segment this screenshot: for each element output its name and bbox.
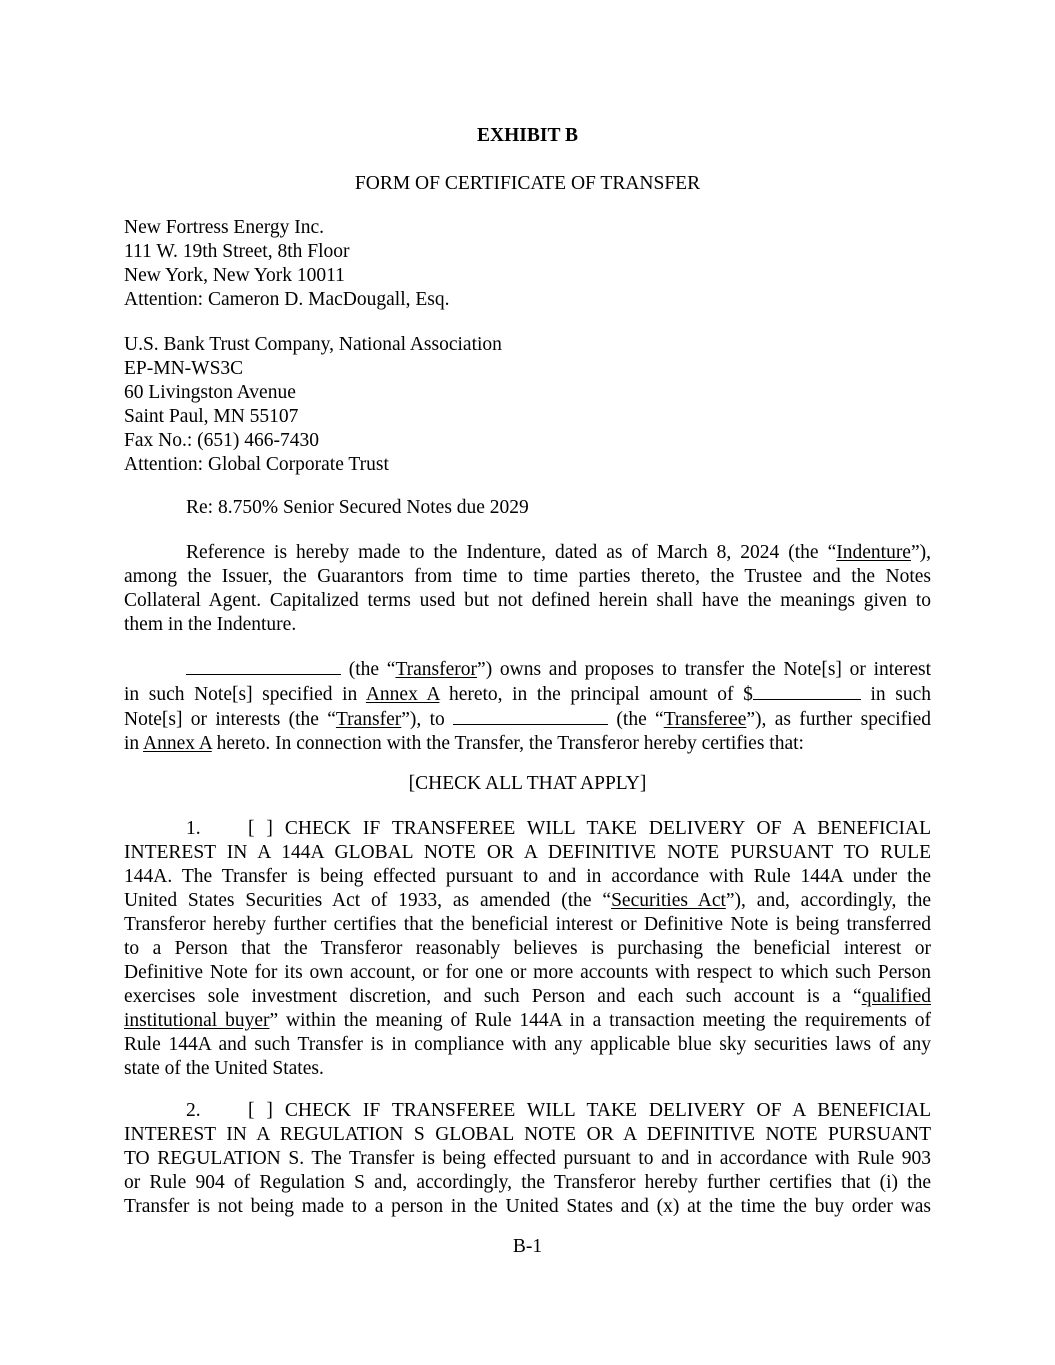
item-1-checkbox-text[interactable]: [ ] CHECK IF TRANSFEREE WILL TAKE DELIVERY OF A BENEFICIAL (248, 818, 931, 839)
defined-term-transfer: Transfer (335, 709, 402, 730)
paragraph-line: INTEREST IN A REGULATION S GLOBAL NOTE OR A DEFINITIVE NOTE PURSUANT (124, 1124, 931, 1145)
item-2-checkbox-text[interactable]: [ ] CHECK IF TRANSFEREE WILL TAKE DELIVERY OF A BENEFICIAL (248, 1100, 931, 1121)
defined-term-indenture: Indenture (836, 542, 911, 563)
trustee-address-line: Fax No.: (651) 466-7430 (124, 430, 319, 451)
paragraph-line: them in the Indenture. (124, 614, 297, 635)
paragraph-line: to a Person that the Transferor reasonably believes is purchasing the beneficial interest or (124, 938, 931, 959)
reference-paragraph (124, 541, 931, 637)
paragraph-line: state of the United States. (124, 1058, 324, 1079)
form-subtitle: FORM OF CERTIFICATE OF TRANSFER (354, 173, 701, 194)
paragraph-line (124, 1099, 931, 1123)
paragraph-line: exercises sole investment discretion, and such Person and each such account is a “qualified (124, 986, 931, 1007)
defined-term-qib: qualified (861, 986, 931, 1007)
paragraph-line: Collateral Agent. Capitalized terms used but not defined herein shall have the meanings given to (124, 590, 931, 611)
issuer-address-line: Attention: Cameron D. MacDougall, Esq. (124, 289, 450, 310)
defined-term-transferee: Transferee (663, 709, 747, 730)
paragraph-line: or Rule 904 of Regulation S and, accordingly, the Transferor hereby further certifies that (i) the (124, 1172, 931, 1193)
exhibit-title: EXHIBIT B (477, 125, 578, 146)
transferor-name-blank[interactable] (186, 657, 341, 675)
trustee-address-line: Attention: Global Corporate Trust (124, 454, 389, 475)
transferee-name-blank[interactable] (453, 707, 608, 725)
paragraph-line: in such Note[s] specified in Annex A hereto, in the principal amount of $ in such (124, 684, 931, 705)
item-2-paragraph (124, 1099, 931, 1219)
issuer-address-line: New York, New York 10011 (124, 265, 345, 286)
annex-a-reference: Annex A (142, 733, 212, 754)
check-all-heading: [CHECK ALL THAT APPLY] (408, 773, 647, 794)
annex-a-reference: Annex A (365, 684, 440, 705)
paragraph-line: (the “Transferor”) owns and proposes to transfer the Note[s] or interest (124, 657, 931, 682)
paragraph-line: Transferor hereby further certifies that the beneficial interest or Definitive Note is being transferred (124, 914, 931, 935)
item-number: 2. (186, 1100, 201, 1121)
trustee-address-line: U.S. Bank Trust Company, National Association (124, 334, 502, 355)
paragraph-line: in Annex A hereto. In connection with the Transfer, the Transferor hereby certifies that: (124, 733, 804, 754)
re-line: Re: 8.750% Senior Secured Notes due 2029 (186, 497, 529, 518)
paragraph-line: INTEREST IN A 144A GLOBAL NOTE OR A DEFINITIVE NOTE PURSUANT TO RULE (124, 842, 931, 863)
defined-term-qib: institutional buyer (124, 1010, 270, 1031)
paragraph-line: United States Securities Act of 1933, as amended (the “Securities Act”), and, accordingly, the (124, 890, 932, 911)
defined-term-transferor: Transferor (395, 659, 478, 680)
paragraph-line: Reference is hereby made to the Indenture, dated as of March 8, 2024 (the “Indenture”), (186, 542, 931, 563)
principal-amount-blank[interactable] (753, 682, 861, 700)
paragraph-line: institutional buyer” within the meaning of Rule 144A in a transaction meeting the requirements of (124, 1010, 931, 1031)
item-number: 1. (186, 818, 201, 839)
paragraph-line: Definitive Note for its own account, or for one or more accounts with respect to which such Person (124, 962, 931, 983)
issuer-address-block (124, 216, 931, 312)
issuer-address-line: New Fortress Energy Inc. (124, 217, 325, 238)
paragraph-line: TO REGULATION S. The Transfer is being effected pursuant to and in accordance with Rule 903 (124, 1148, 931, 1169)
paragraph-line: 144A. The Transfer is being effected pursuant to and in accordance with Rule 144A under the (124, 866, 931, 887)
paragraph-line (124, 817, 931, 841)
paragraph-line: Transfer is not being made to a person in the United States and (x) at the time the buy order was (124, 1196, 931, 1217)
defined-term-securities-act: Securities Act (611, 890, 726, 911)
paragraph-line: Rule 144A and such Transfer is in compliance with any applicable blue sky securities laws of any (124, 1034, 931, 1055)
item-1-paragraph (124, 817, 931, 1081)
trustee-address-block (124, 333, 931, 477)
trustee-address-line: EP-MN-WS3C (124, 358, 244, 379)
document-page (124, 0, 931, 1365)
transfer-paragraph (124, 657, 931, 756)
trustee-address-line: 60 Livingston Avenue (124, 382, 296, 403)
issuer-address-line: 111 W. 19th Street, 8th Floor (124, 241, 350, 262)
paragraph-line: Note[s] or interests (the “Transfer”), to (the “Transferee”), as further specified (124, 709, 931, 730)
trustee-address-line: Saint Paul, MN 55107 (124, 406, 299, 427)
page-number: B-1 (512, 1236, 543, 1257)
paragraph-line: among the Issuer, the Guarantors from time to time parties thereto, the Trustee and the Notes (124, 566, 931, 587)
